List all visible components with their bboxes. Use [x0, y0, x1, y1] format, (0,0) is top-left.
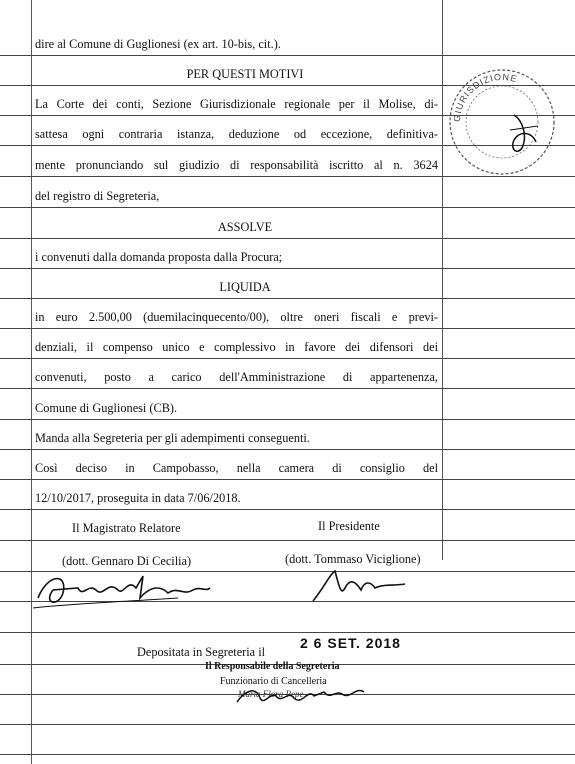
- relatore-signature: [28, 568, 218, 613]
- ruled-line: [0, 632, 575, 633]
- text-line: mente pronunciando sul giudizio di responsabilità iscritto al n. 3624: [35, 158, 438, 172]
- ruled-line: [0, 419, 575, 420]
- text-line: del registro di Segreteria,: [35, 189, 160, 203]
- text-line: denziali, il compenso unico e complessivo in favore dei difensori dei: [35, 340, 438, 354]
- text-line: Così deciso in Campobasso, nella camera di consiglio del: [35, 461, 438, 475]
- deposit-label: Depositata in Segreteria il: [137, 645, 266, 659]
- text-line: i convenuti dalla domanda proposta dalla Procura;: [35, 250, 283, 264]
- presidente-signature: [305, 566, 415, 606]
- ruled-line: [0, 449, 575, 450]
- text-line: in euro 2.500,00 (duemilacinquecento/00), oltre oneri fiscali e previ-: [35, 310, 438, 324]
- relatore-title: Il Magistrato Relatore: [72, 521, 181, 535]
- text-line: dire al Comune di Guglionesi (ex art. 10-bis, cit.).: [35, 37, 281, 51]
- ruled-line: [0, 268, 575, 269]
- ruled-line: [0, 509, 575, 510]
- ruled-line: [0, 754, 575, 755]
- text-line: Manda alla Segreteria per gli adempimenti conseguenti.: [35, 431, 310, 445]
- svg-text:GIURISDIZIONE: [452, 72, 519, 122]
- text-line: sattesa ogni contraria istanza, deduzione od eccezione, definitiva-: [35, 127, 438, 141]
- seal-text: GIURISDIZIONE: [451, 71, 519, 123]
- text-line: 12/10/2017, proseguita in data 7/06/2018.: [35, 491, 241, 505]
- text-line: convenuti, posto a carico dell'Amministrazione di appartenenza,: [35, 370, 438, 384]
- ruled-line: [0, 724, 575, 725]
- ruled-line: [0, 388, 575, 389]
- funzionario-signature: [232, 680, 372, 710]
- funzionario-stamp: Funzionario di Cancelleria: [220, 676, 327, 687]
- presidente-name: (dott. Tommaso Viciglione): [285, 552, 421, 566]
- text-line: La Corte dei conti, Sezione Giurisdizionale regionale per il Molise, di-: [35, 97, 438, 111]
- deposit-date-stamp: 2 6 SET. 2018: [300, 635, 401, 651]
- ruled-line: [0, 479, 575, 480]
- ruled-line: [0, 358, 575, 359]
- funzionario-name: Maria Flora Pepe: [238, 689, 304, 699]
- ruled-line: [0, 540, 575, 541]
- text-line: Comune di Guglionesi (CB).: [35, 401, 178, 415]
- ruled-line: [0, 238, 575, 239]
- verdict-heading: ASSOLVE: [217, 220, 273, 234]
- court-seal: [442, 60, 562, 180]
- ruled-line: [0, 298, 575, 299]
- ruled-line: [0, 55, 575, 56]
- section-heading: PER QUESTI MOTIVI: [186, 67, 304, 81]
- ruled-line: [0, 328, 575, 329]
- relatore-name: (dott. Gennaro Di Cecilia): [62, 554, 192, 568]
- verdict-heading: LIQUIDA: [219, 280, 271, 294]
- ruled-line: [0, 207, 575, 208]
- responsabile-stamp: Il Responsabile della Segreteria: [205, 661, 340, 672]
- presidente-title: Il Presidente: [318, 519, 380, 533]
